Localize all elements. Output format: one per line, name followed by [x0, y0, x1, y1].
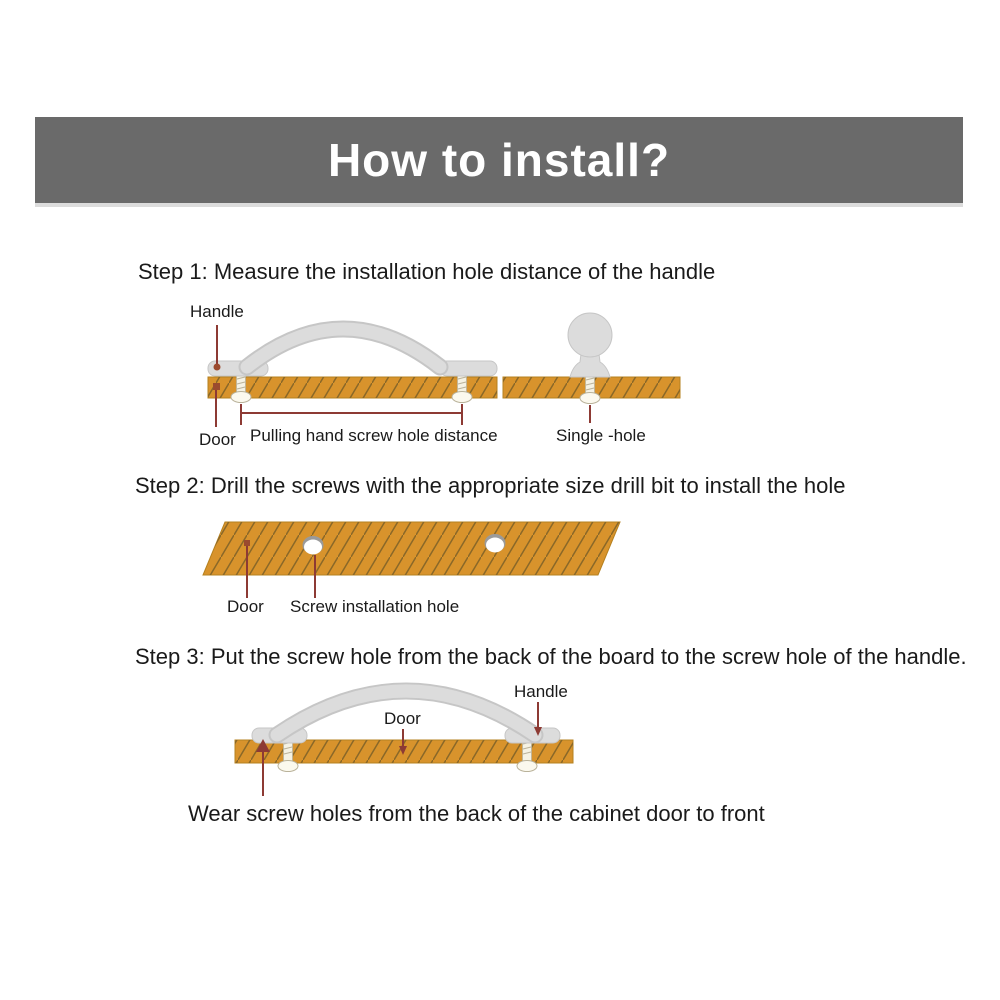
handle-label: Handle: [514, 682, 568, 701]
hole-distance-measure: [241, 404, 462, 425]
step-1-diagram: [190, 295, 690, 435]
handle-arch: [247, 329, 440, 367]
title-banner: [35, 117, 963, 203]
handle-right-pad: [440, 361, 497, 376]
hole-distance-label: Pulling hand screw hole distance: [250, 426, 498, 445]
screw-hole-label: Screw installation hole: [290, 597, 460, 616]
drilled-board-hatch: [203, 522, 620, 575]
door-label: Door: [384, 709, 421, 728]
single-hole-label: Single -hole: [556, 426, 646, 445]
door-label: Door: [227, 597, 264, 616]
page-title: How to install?: [327, 134, 671, 186]
door-pointer-dot: [244, 540, 250, 546]
step-3-note: Wear screw holes from the back of the cabinet door to front: [188, 801, 765, 826]
step-2-diagram: [195, 513, 635, 603]
step-2-heading: Step 2: Drill the screws with the appropriate size drill bit to install the hole: [135, 473, 846, 498]
door-label: Door: [199, 430, 236, 449]
handle-pointer-dot: [214, 364, 221, 371]
door-pointer-dot: [213, 383, 220, 390]
step-1-heading: Step 1: Measure the installation hole distance of the handle: [138, 259, 716, 284]
step-3-heading: Step 3: Put the screw hole from the back of the board to the screw hole of the handle.: [135, 644, 967, 669]
handle-label: Handle: [190, 302, 244, 321]
knob-icon: [568, 313, 612, 377]
